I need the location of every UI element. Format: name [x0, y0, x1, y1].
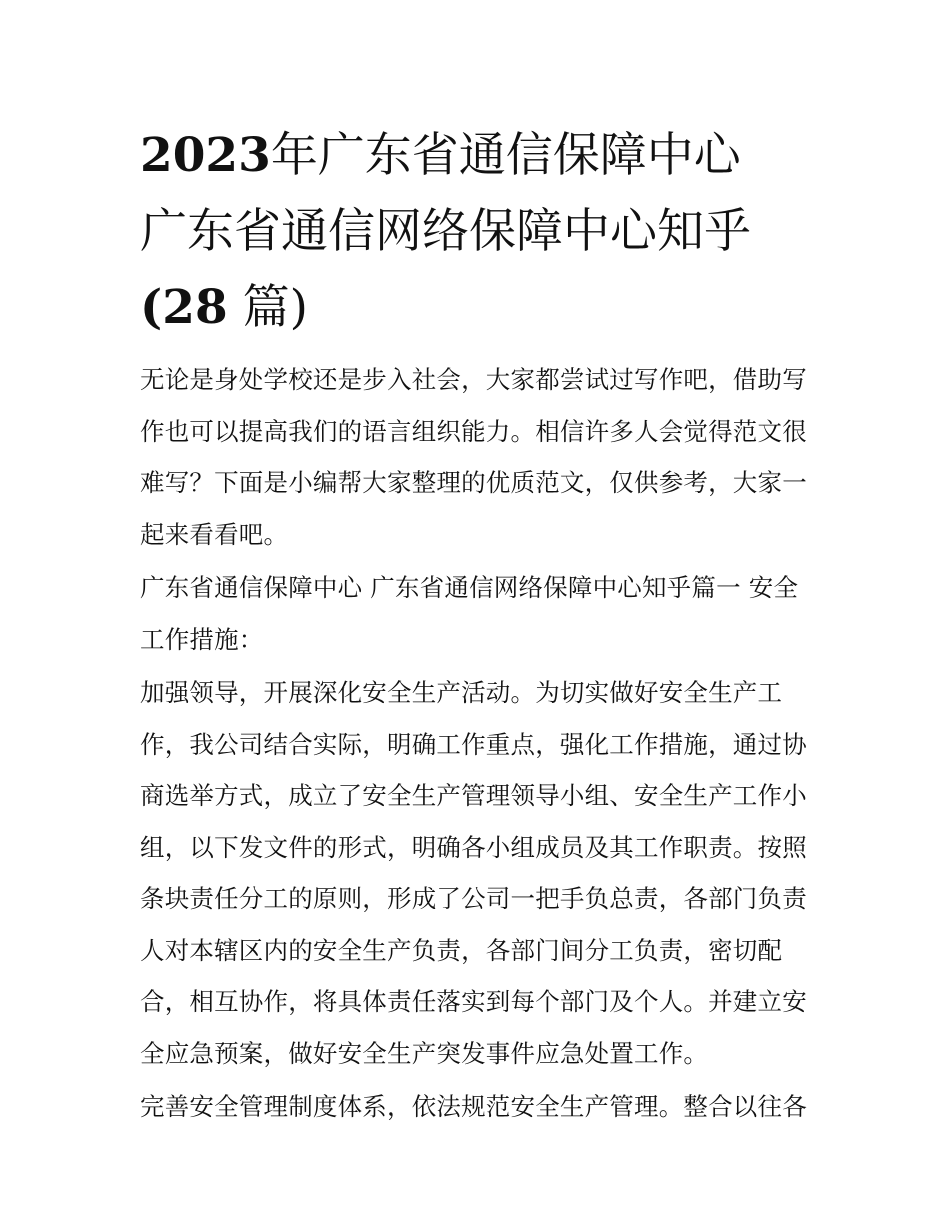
title-line-3-text: 篇): [227, 280, 308, 335]
text-line: 人对本辖区内的安全生产负责，各部门间分工负责，密切配: [140, 935, 783, 965]
text-line: 作，我公司结合实际，明确工作重点，强化工作措施，通过协: [140, 729, 807, 759]
document-title: [140, 118, 820, 346]
text-line: 广东省通信保障中心 广东省通信网络保障中心知乎篇一 安全: [140, 573, 799, 602]
title-count: (28: [140, 280, 228, 335]
text-line: 起来看看吧。: [140, 519, 289, 549]
text-line: 完善安全管理制度体系，依法规范安全生产管理。整合以往各: [140, 1092, 807, 1121]
text-line: 难写？下面是小编帮大家整理的优质范文，仅供参考，大家一: [140, 468, 807, 497]
paragraph-system: [140, 1081, 815, 1133]
document-body: [140, 354, 815, 1135]
paragraph-leadership: [140, 667, 815, 1079]
text-line: 全应急预案，做好安全生产突发事件应急处置工作。: [140, 1038, 709, 1068]
text-line: 条块责任分工的原则，形成了公司一把手负总责，各部门负责: [140, 884, 807, 913]
title-line-1: [140, 118, 820, 194]
paragraph-intro: [140, 354, 815, 560]
title-line-3: [140, 270, 820, 346]
paragraph-section-heading: [140, 562, 815, 665]
text-line: 商选举方式，成立了安全生产管理领导小组、安全生产工作小: [140, 781, 807, 810]
title-year: 2023: [140, 128, 271, 183]
title-line-2: 广东省通信网络保障中心知乎: [140, 204, 751, 259]
text-line: 加强领导，开展深化安全生产活动。为切实做好安全生产工: [140, 678, 783, 707]
text-line: 合，相互协作，将具体责任落实到每个部门及个人。并建立安: [140, 987, 807, 1016]
text-line: 作也可以提高我们的语言组织能力。相信许多人会觉得范文很: [140, 416, 807, 446]
title-line-1-text: 年广东省通信保障中心: [270, 128, 741, 183]
text-line: 无论是身处学校还是步入社会，大家都尝试过写作吧，借助写: [140, 365, 807, 394]
text-line: 工作措施：: [140, 624, 264, 654]
text-line: 组，以下发文件的形式，明确各小组成员及其工作职责。按照: [140, 832, 807, 862]
